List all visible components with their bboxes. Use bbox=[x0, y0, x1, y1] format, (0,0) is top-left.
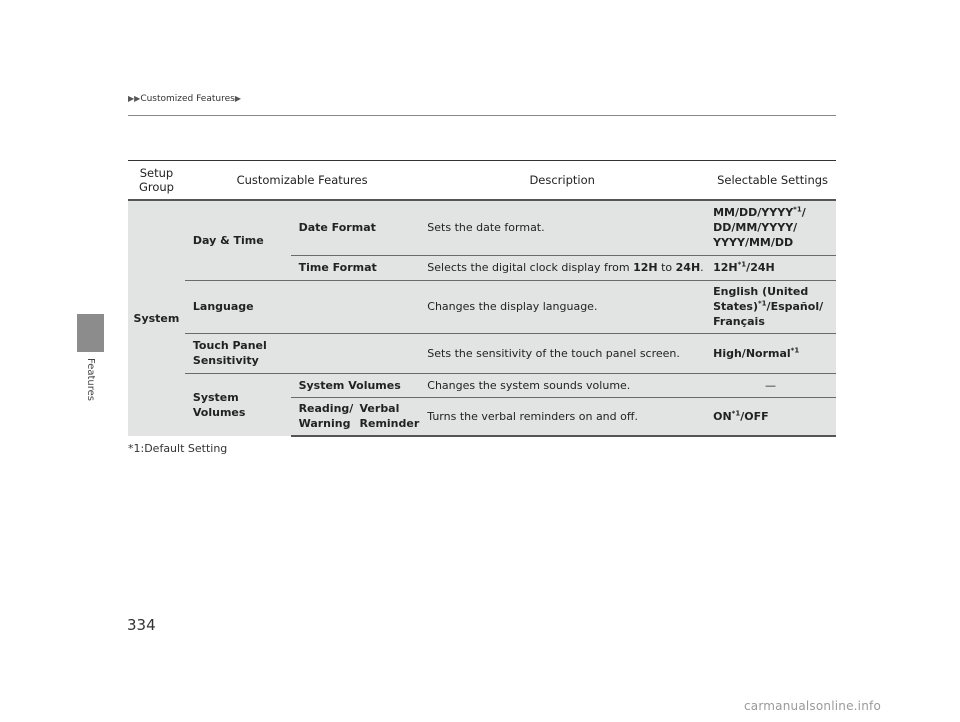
feature-touch-empty bbox=[291, 333, 420, 373]
default-mark: *1 bbox=[790, 345, 800, 354]
table-row bbox=[128, 200, 836, 255]
feature-date-format: Date Format bbox=[291, 200, 420, 255]
opt-english: English (United bbox=[713, 285, 809, 298]
feature-language-empty bbox=[291, 280, 420, 333]
settings-verbal-reminder bbox=[705, 397, 836, 436]
feature-verbal-reminder: Verbal Reminder bbox=[360, 397, 420, 436]
group-system: System bbox=[128, 200, 185, 436]
header-rule bbox=[128, 115, 836, 116]
breadcrumb-arrows-icon: ▶▶ bbox=[128, 94, 141, 103]
desc-verbal-reminder: Turns the verbal reminders on and off. bbox=[419, 397, 705, 436]
opt-espanol: Español bbox=[770, 300, 820, 313]
slash: / bbox=[741, 346, 746, 360]
slash: / bbox=[801, 206, 806, 220]
feature-language: Language bbox=[185, 280, 291, 333]
table-row bbox=[128, 333, 836, 373]
opt-24h: 24H bbox=[750, 261, 775, 274]
settings-time-format bbox=[705, 255, 836, 280]
opt-mmddyyyy: MM/DD/YYYY bbox=[713, 206, 794, 220]
desc-12h: 12H bbox=[633, 261, 658, 274]
opt-on: ON bbox=[713, 409, 732, 423]
opt-yyyymmdd: YYYY/MM/DD bbox=[713, 236, 794, 250]
table-header-row bbox=[128, 161, 836, 201]
feature-time-format: Time Format bbox=[291, 255, 420, 280]
opt-off: OFF bbox=[744, 409, 769, 423]
slash: / bbox=[746, 261, 751, 274]
feature-touch-panel: Touch Panel Sensitivity bbox=[185, 333, 291, 373]
header-description: Description bbox=[419, 161, 705, 201]
header-selectable-settings: Selectable Settings bbox=[705, 161, 836, 201]
table-row bbox=[128, 280, 836, 333]
settings-language bbox=[705, 280, 836, 333]
slash: / bbox=[766, 300, 771, 313]
feature-system-volumes-group: System Volumes bbox=[185, 373, 291, 436]
desc-system-volumes: Changes the system sounds volume. bbox=[419, 373, 705, 397]
feature-reading-warning: Reading/ Warning bbox=[291, 397, 360, 436]
default-mark: *1 bbox=[731, 409, 741, 418]
desc-date-format: Sets the date format. bbox=[419, 200, 705, 255]
desc-text: to bbox=[657, 261, 676, 274]
default-mark: *1 bbox=[793, 205, 802, 214]
footnote: *1:Default Setting bbox=[128, 442, 228, 455]
breadcrumb-title[interactable]: Customized Features bbox=[140, 94, 235, 104]
breadcrumb-trail-arrow-icon: ▶ bbox=[234, 94, 241, 103]
slash: / bbox=[740, 409, 745, 423]
table-row bbox=[128, 373, 836, 397]
chapter-label bbox=[84, 358, 98, 418]
opt-12h: 12H bbox=[713, 261, 738, 274]
chapter-tab bbox=[77, 314, 104, 352]
desc-24h: 24H bbox=[675, 261, 701, 274]
opt-high: High bbox=[713, 346, 742, 360]
opt-francais: Français bbox=[713, 315, 765, 328]
desc-language: Changes the display language. bbox=[419, 280, 705, 333]
breadcrumb bbox=[128, 94, 241, 104]
desc-text: Selects the digital clock display from bbox=[427, 261, 634, 274]
settings-touch-panel bbox=[705, 333, 836, 373]
feature-day-time: Day & Time bbox=[185, 200, 291, 280]
default-mark: *1 bbox=[758, 299, 767, 308]
watermark: carmanualsonline.info bbox=[744, 699, 881, 713]
default-mark: *1 bbox=[737, 260, 747, 269]
settings-date-format bbox=[705, 200, 836, 255]
page-number: 334 bbox=[127, 616, 156, 634]
desc-text: . bbox=[700, 261, 704, 274]
chapter-label-text: Features bbox=[85, 358, 96, 401]
opt-english-cont: States) bbox=[713, 300, 759, 313]
desc-time-format bbox=[419, 255, 705, 280]
opt-normal: Normal bbox=[745, 346, 791, 360]
customizable-features-table bbox=[128, 160, 836, 437]
settings-system-volumes: — bbox=[705, 373, 836, 397]
opt-ddmmyyyy: DD/MM/YYYY/ bbox=[713, 221, 798, 235]
feature-system-volumes: System Volumes bbox=[291, 373, 420, 397]
slash: / bbox=[819, 300, 824, 313]
desc-touch-panel: Sets the sensitivity of the touch panel screen. bbox=[419, 333, 705, 373]
header-setup-group: Setup Group bbox=[128, 161, 185, 201]
header-customizable-features: Customizable Features bbox=[185, 161, 419, 201]
